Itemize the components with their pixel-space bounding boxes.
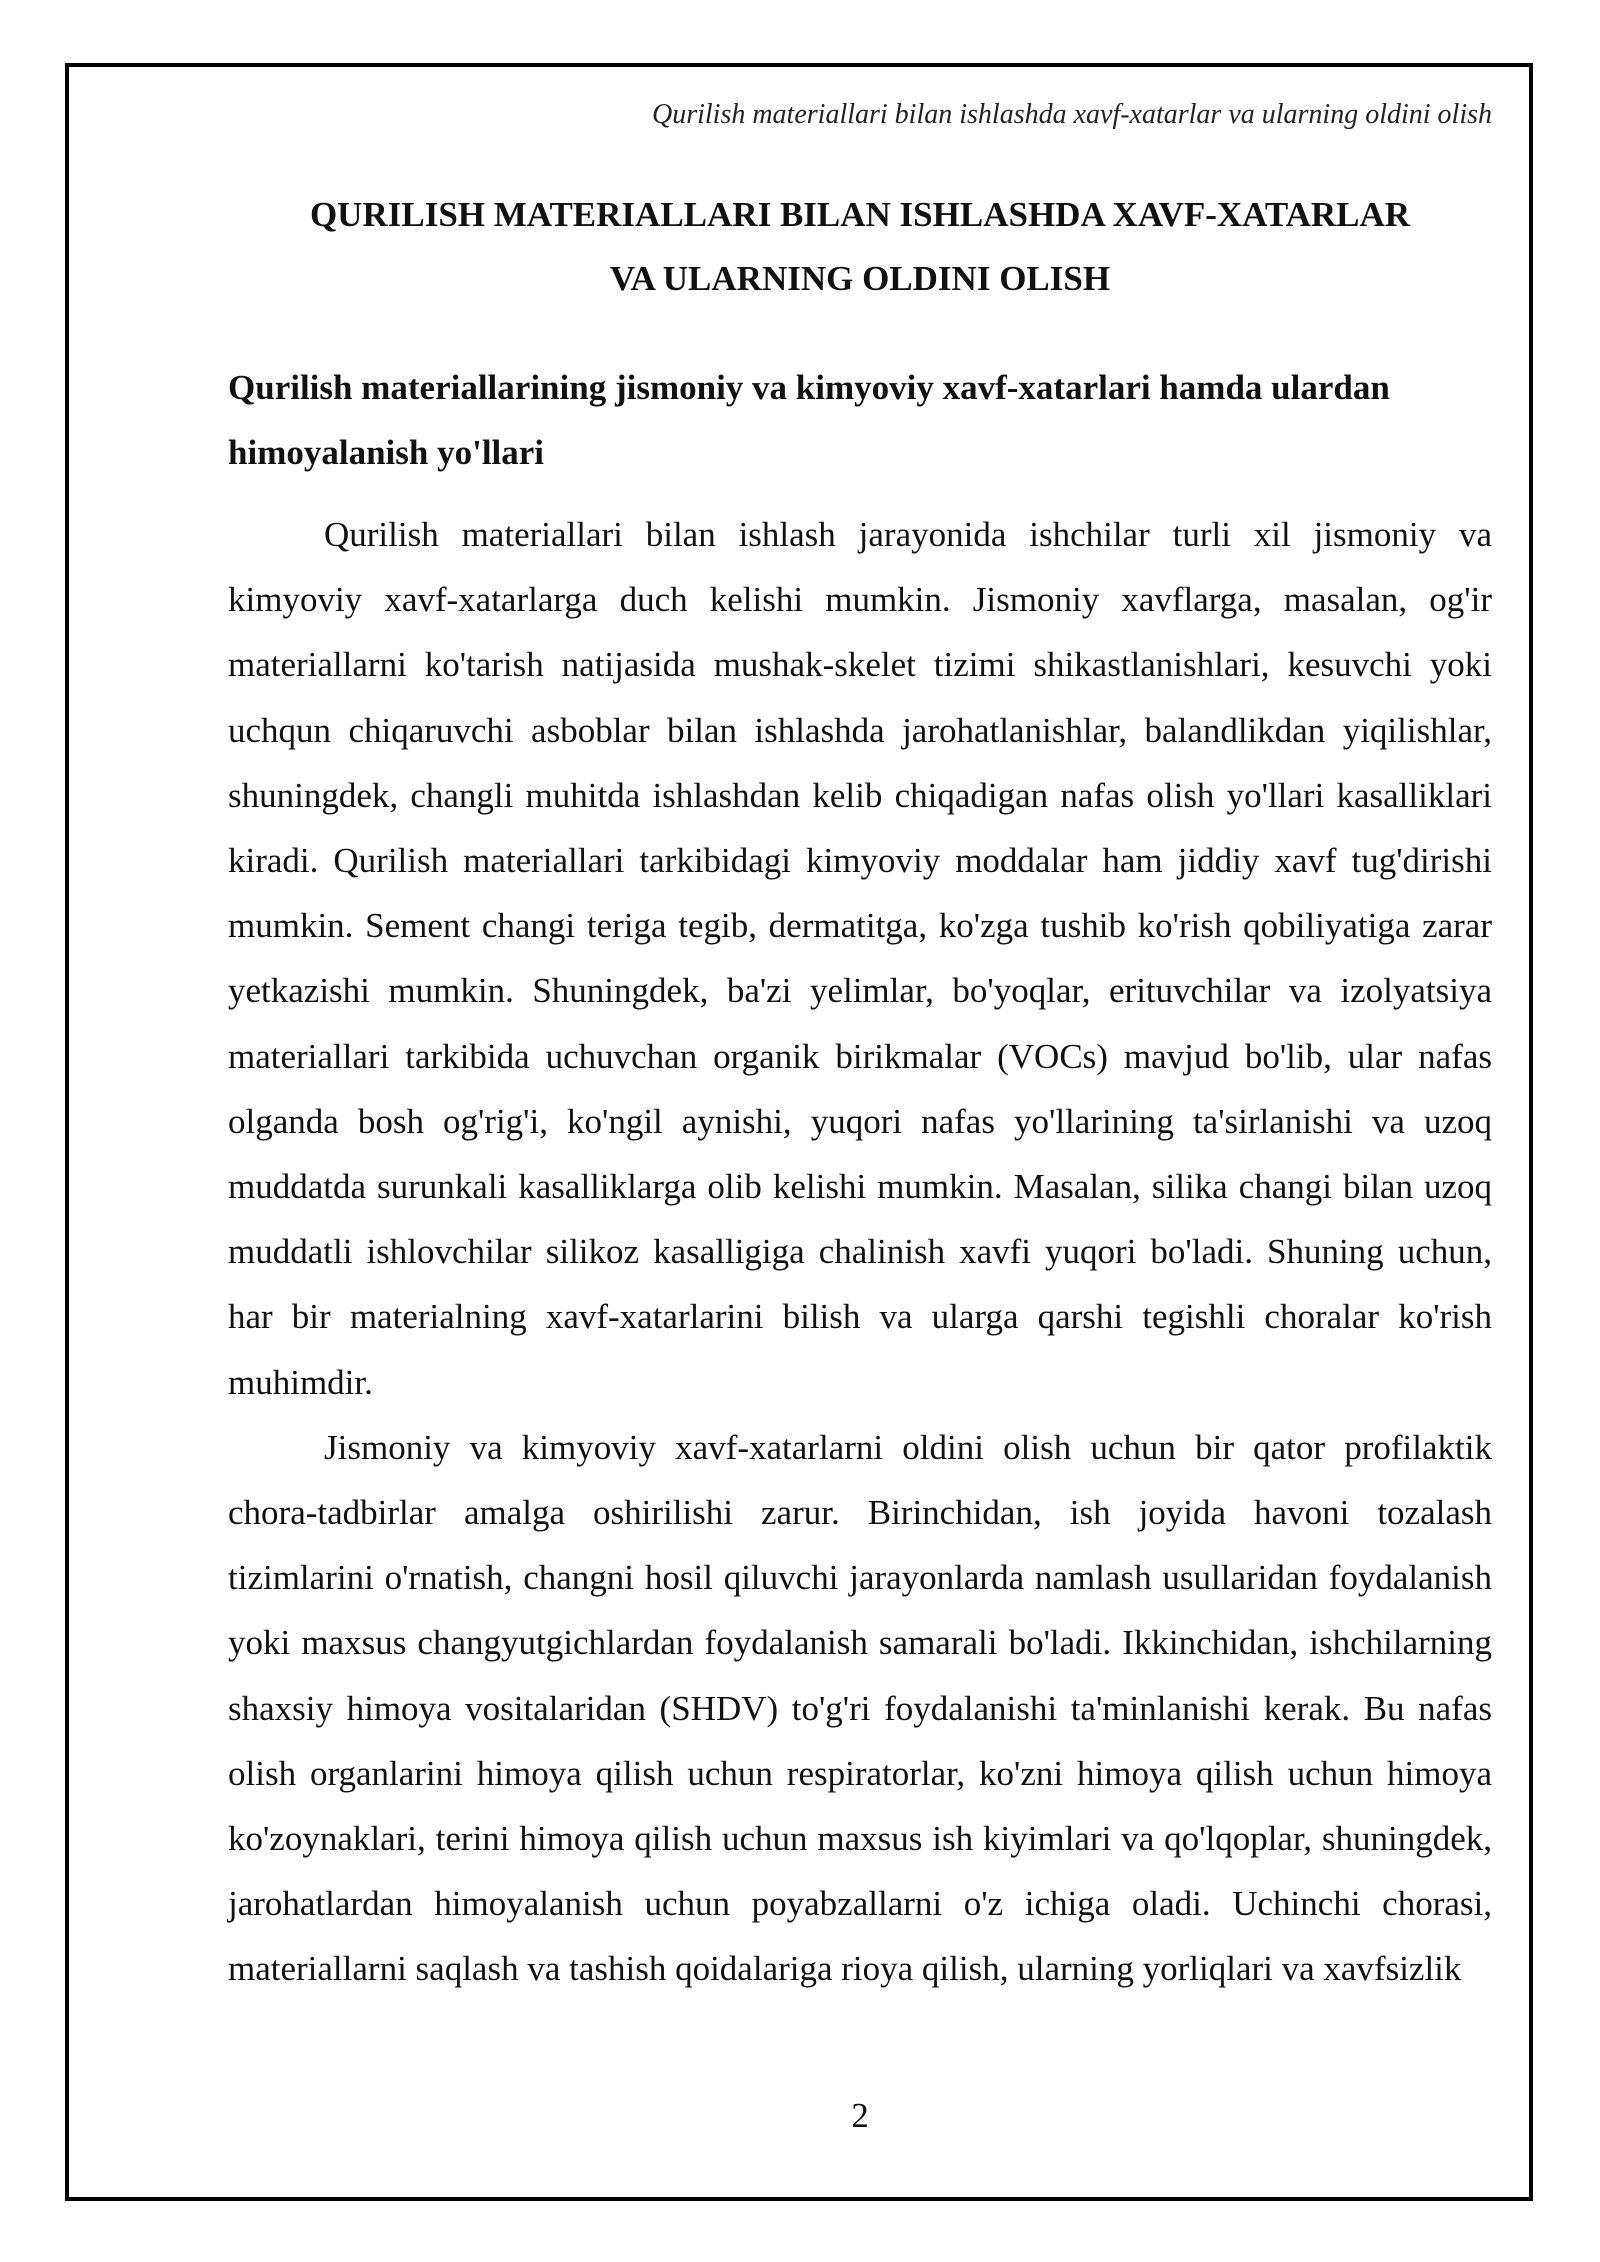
paragraph: Jismoniy va kimyoviy xavf-xatarlarni oldini olish uchun bir qator profilaktik chora-tadbirlar amalga oshirilishi zarur. Birinchidan, ish joyida havoni tozalash tizimlarini o'rnatish, changni hosil qiluvchi jarayonlarda namlash usullaridan foydalanish yoki maxsus changyutgichlardan foydalanish samarali bo'ladi. Ikkinchidan, ishchilarning shaxsiy himoya vositalaridan (SHDV) to'g'ri foydalanishi ta'minlanishi kerak. Bu nafas olish organlarini himoya qilish uchun respiratorlar, ko'zni himoya qilish uchun himoya ko'zoynaklari, terini himoya qilish uchun maxsus ish kiyimlari va qo'lqoplar, shuningdek, jarohatlardan himoyalanish uchun poyabzallarni o'z ichiga oladi. Uchinchi chorasi, materiallarni saqlash va tashish qoidalariga rioya qilish, ularning yorliqlari va xavfsizlik — [228, 1427, 1492, 1989]
section-heading: Qurilish materiallarining jismoniy va kimyoviy xavf-xatarlari hamda ulardan himoyalanish yo'llari — [228, 368, 1390, 472]
paragraph: Qurilish materiallari bilan ishlash jarayonida ishchilar turli xil jismoniy va kimyoviy xavf-xatarlarga duch kelishi mumkin. Jismoniy xavflarga, masalan, og'ir materiallarni ko'tarish natijasida mushak-skelet tizimi shikastlanishlari, kesuvchi yoki uchqun chiqaruvchi asboblar bilan ishlashda jarohatlanishlar, balandlikdan yiqilishlar, shuningdek, changli muhitda ishlashdan kelib chiqadigan nafas olish yo'llari kasalliklari kiradi. Qurilish materiallari tarkibidagi kimyoviy moddalar ham jiddiy xavf tug'dirishi mumkin. Sement changi teriga tegib, dermatitga, ko'zga tushib ko'rish qobiliyatiga zarar yetkazishi mumkin. Shuningdek, ba'zi yelimlar, bo'yoqlar, erituvchilar va izolyatsiya materiallari tarkibida uchuvchan organik birikmalar (VOCs) mavjud bo'lib, ular nafas olganda bosh og'rig'i, ko'ngil aynishi, yuqori nafas yo'llarining ta'sirlanishi va uzoq muddatda surunkali kasalliklarga olib kelishi mumkin. Masalan, silika changi bilan uzoq muddatli ishlovchilar silikoz kasalligiga chalinish xavfi yuqori bo'ladi. Shuning uchun, har bir materialning xavf-xatarlarini bilish va ularga qarshi tegishli choralar ko'rish muhimdir. — [228, 515, 1492, 1402]
title-line-2: VA ULARNING OLDINI OLISH — [609, 259, 1111, 298]
page-number: 2 — [851, 2096, 869, 2135]
title-line-1: QURILISH MATERIALLARI BILAN ISHLASHDA XAVF-XATARLAR — [309, 195, 1411, 234]
body-text — [228, 502, 1492, 2002]
document-title — [228, 183, 1492, 311]
running-header: Qurilish materiallari bilan ishlashda xavf-xatarlar va ularning oldini olish — [651, 99, 1492, 130]
